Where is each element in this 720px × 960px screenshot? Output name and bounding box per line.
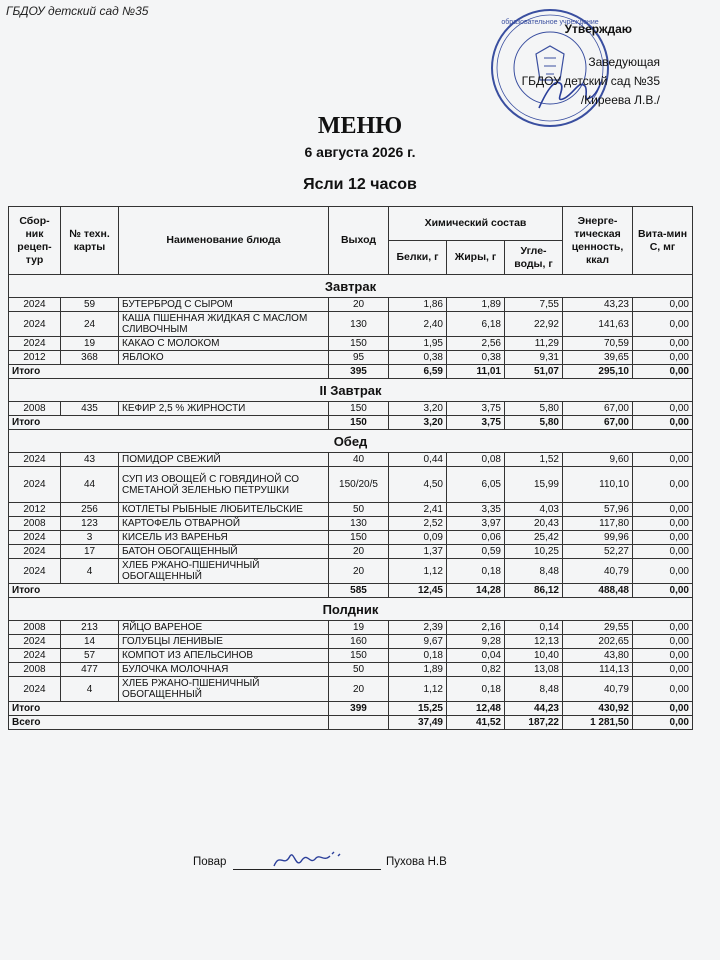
menu-cell: 20 <box>329 545 389 559</box>
menu-cell: СУП ИЗ ОВОЩЕЙ С ГОВЯДИНОЙ СО СМЕТАНОЙ ЗЕЛЕНЬЮ ПЕТРУШКИ <box>119 467 329 503</box>
menu-cell: 9,28 <box>447 635 505 649</box>
menu-cell: ХЛЕБ РЖАНО-ПШЕНИЧНЫЙ ОБОГАЩЕННЫЙ <box>119 677 329 702</box>
menu-cell: 6,05 <box>447 467 505 503</box>
menu-cell: 0,00 <box>633 621 693 635</box>
menu-cell: 0,00 <box>633 649 693 663</box>
menu-item-row <box>9 635 693 649</box>
grand-total-cell: 41,52 <box>447 716 505 730</box>
menu-cell: 52,27 <box>563 545 633 559</box>
menu-cell: 0,00 <box>633 312 693 337</box>
menu-cell: 0,18 <box>447 677 505 702</box>
menu-cell: 11,29 <box>505 337 563 351</box>
total-cell: 51,07 <box>505 365 563 379</box>
total-cell: 295,10 <box>563 365 633 379</box>
menu-cell: 114,13 <box>563 663 633 677</box>
menu-cell: 123 <box>61 517 119 531</box>
total-cell: 430,92 <box>563 702 633 716</box>
total-cell: 0,00 <box>633 584 693 598</box>
menu-cell: 2024 <box>9 545 61 559</box>
menu-cell: 0,82 <box>447 663 505 677</box>
menu-cell: 2,56 <box>447 337 505 351</box>
menu-cell: 24 <box>61 312 119 337</box>
menu-cell: 57 <box>61 649 119 663</box>
menu-cell: 4 <box>61 559 119 584</box>
menu-cell: 2,52 <box>389 517 447 531</box>
section-title: II Завтрак <box>9 379 693 402</box>
menu-cell: 0,08 <box>447 453 505 467</box>
menu-cell: 5,80 <box>505 402 563 416</box>
menu-cell: 1,12 <box>389 559 447 584</box>
menu-cell: КЕФИР 2,5 % ЖИРНОСТИ <box>119 402 329 416</box>
menu-cell: 10,40 <box>505 649 563 663</box>
total-cell: 399 <box>329 702 389 716</box>
menu-cell: 6,18 <box>447 312 505 337</box>
menu-cell: 0,38 <box>389 351 447 365</box>
menu-cell: 50 <box>329 503 389 517</box>
section-header-row <box>9 598 693 621</box>
total-label: Итого <box>9 365 329 379</box>
menu-cell: 2008 <box>9 663 61 677</box>
menu-cell: 3,20 <box>389 402 447 416</box>
menu-cell: КАКАО С МОЛОКОМ <box>119 337 329 351</box>
total-cell: 11,01 <box>447 365 505 379</box>
menu-cell: КОМПОТ ИЗ АПЕЛЬСИНОВ <box>119 649 329 663</box>
menu-cell: 4,50 <box>389 467 447 503</box>
menu-cell: 117,80 <box>563 517 633 531</box>
menu-cell: 1,37 <box>389 545 447 559</box>
header-output: Выход <box>329 207 389 275</box>
menu-cell: 3,97 <box>447 517 505 531</box>
cook-role: Повар <box>193 856 227 868</box>
menu-cell: 150 <box>329 337 389 351</box>
menu-cell: БУТЕРБРОД С СЫРОМ <box>119 298 329 312</box>
menu-cell: КАША ПШЕННАЯ ЖИДКАЯ С МАСЛОМ СЛИВОЧНЫМ <box>119 312 329 337</box>
menu-cell: 95 <box>329 351 389 365</box>
menu-cell: 59 <box>61 298 119 312</box>
section-total-row <box>9 584 693 598</box>
menu-cell: 1,89 <box>447 298 505 312</box>
menu-cell: 13,08 <box>505 663 563 677</box>
menu-cell: ХЛЕБ РЖАНО-ПШЕНИЧНЫЙ ОБОГАЩЕННЫЙ <box>119 559 329 584</box>
total-cell: 6,59 <box>389 365 447 379</box>
menu-cell: 1,89 <box>389 663 447 677</box>
menu-item-row <box>9 545 693 559</box>
menu-cell: 15,99 <box>505 467 563 503</box>
total-cell: 0,00 <box>633 702 693 716</box>
menu-cell: 20 <box>329 677 389 702</box>
menu-cell: 2024 <box>9 635 61 649</box>
menu-cell: 40,79 <box>563 559 633 584</box>
header-fat: Жиры, г <box>447 241 505 275</box>
menu-cell: 2024 <box>9 298 61 312</box>
header-carbs: Угле-воды, г <box>505 241 563 275</box>
total-cell: 86,12 <box>505 584 563 598</box>
menu-cell: 0,00 <box>633 453 693 467</box>
menu-table-body <box>9 275 693 730</box>
menu-cell: 2024 <box>9 467 61 503</box>
menu-cell: 0,38 <box>447 351 505 365</box>
grand-total-cell: 1 281,50 <box>563 716 633 730</box>
section-total-row <box>9 365 693 379</box>
menu-item-row <box>9 621 693 635</box>
menu-cell: 2024 <box>9 312 61 337</box>
menu-cell: 160 <box>329 635 389 649</box>
menu-cell: 2012 <box>9 351 61 365</box>
menu-cell: 50 <box>329 663 389 677</box>
menu-cell: 1,95 <box>389 337 447 351</box>
approval-person: /Киреева Л.В./ <box>580 93 660 107</box>
grand-total-cell: 187,22 <box>505 716 563 730</box>
menu-cell: 2012 <box>9 503 61 517</box>
total-cell: 12,45 <box>389 584 447 598</box>
section-header-row <box>9 379 693 402</box>
menu-item-row <box>9 337 693 351</box>
menu-cell: 9,67 <box>389 635 447 649</box>
menu-cell: ПОМИДОР СВЕЖИЙ <box>119 453 329 467</box>
menu-cell: 22,92 <box>505 312 563 337</box>
header-energy: Энерге-тическая ценность, ккал <box>563 207 633 275</box>
menu-cell: ЯЙЦО ВАРЕНОЕ <box>119 621 329 635</box>
total-cell: 15,25 <box>389 702 447 716</box>
menu-cell: 29,55 <box>563 621 633 635</box>
header-chem: Химический состав <box>389 207 563 241</box>
header-vitamin: Вита-мин С, мг <box>633 207 693 275</box>
menu-cell: 0,00 <box>633 677 693 702</box>
approval-block <box>522 20 660 110</box>
menu-cell: 17 <box>61 545 119 559</box>
grand-total-cell: 37,49 <box>389 716 447 730</box>
menu-cell: 2,16 <box>447 621 505 635</box>
menu-cell: 256 <box>61 503 119 517</box>
menu-cell: 0,00 <box>633 517 693 531</box>
menu-cell: 150 <box>329 531 389 545</box>
header-card: № техн. карты <box>61 207 119 275</box>
menu-item-row <box>9 559 693 584</box>
menu-item-row <box>9 351 693 365</box>
header-name: Наименование блюда <box>119 207 329 275</box>
section-header-row <box>9 275 693 298</box>
header-collection: Сбор-ник рецеп-тур <box>9 207 61 275</box>
menu-cell: 0,04 <box>447 649 505 663</box>
menu-cell: ЯБЛОКО <box>119 351 329 365</box>
menu-cell: 12,13 <box>505 635 563 649</box>
menu-cell: 130 <box>329 312 389 337</box>
menu-cell: 477 <box>61 663 119 677</box>
menu-cell: 0,14 <box>505 621 563 635</box>
menu-cell: 20 <box>329 298 389 312</box>
total-cell: 5,80 <box>505 416 563 430</box>
menu-cell: 2,41 <box>389 503 447 517</box>
menu-cell: 7,55 <box>505 298 563 312</box>
menu-cell: 130 <box>329 517 389 531</box>
menu-cell: 368 <box>61 351 119 365</box>
menu-cell: 43 <box>61 453 119 467</box>
section-total-row <box>9 416 693 430</box>
menu-cell: 2008 <box>9 517 61 531</box>
menu-cell: 0,00 <box>633 545 693 559</box>
menu-item-row <box>9 467 693 503</box>
menu-cell: 2008 <box>9 402 61 416</box>
menu-cell: 2024 <box>9 649 61 663</box>
grand-total-cell: 0,00 <box>633 716 693 730</box>
menu-cell: 19 <box>329 621 389 635</box>
menu-cell: 0,44 <box>389 453 447 467</box>
menu-cell: 8,48 <box>505 677 563 702</box>
total-cell: 150 <box>329 416 389 430</box>
menu-table <box>8 206 693 730</box>
menu-cell: 0,00 <box>633 635 693 649</box>
menu-cell: БАТОН ОБОГАЩЕННЫЙ <box>119 545 329 559</box>
menu-cell: 0,00 <box>633 503 693 517</box>
menu-cell: 3 <box>61 531 119 545</box>
organization-name: ГБДОУ детский сад №35 <box>6 4 149 18</box>
menu-item-row <box>9 402 693 416</box>
menu-cell: 1,86 <box>389 298 447 312</box>
menu-cell: 150 <box>329 402 389 416</box>
menu-cell: 4,03 <box>505 503 563 517</box>
menu-item-row <box>9 531 693 545</box>
menu-cell: КОТЛЕТЫ РЫБНЫЕ ЛЮБИТЕЛЬСКИЕ <box>119 503 329 517</box>
grand-total-label: Всего <box>9 716 329 730</box>
menu-item-row <box>9 677 693 702</box>
total-label: Итого <box>9 584 329 598</box>
menu-item-row <box>9 517 693 531</box>
menu-cell: 20,43 <box>505 517 563 531</box>
menu-cell: 4 <box>61 677 119 702</box>
total-label: Итого <box>9 416 329 430</box>
menu-cell: 150 <box>329 649 389 663</box>
menu-cell: КАРТОФЕЛЬ ОТВАРНОЙ <box>119 517 329 531</box>
document-title: МЕНЮ <box>317 113 403 139</box>
header-protein: Белки, г <box>389 241 447 275</box>
menu-cell: 0,00 <box>633 559 693 584</box>
total-cell: 585 <box>329 584 389 598</box>
section-total-row <box>9 702 693 716</box>
total-label: Итого <box>9 702 329 716</box>
menu-cell: 19 <box>61 337 119 351</box>
menu-cell: 9,60 <box>563 453 633 467</box>
menu-cell: 141,63 <box>563 312 633 337</box>
menu-date: 6 августа 2026 г. <box>304 144 416 160</box>
total-cell: 395 <box>329 365 389 379</box>
menu-cell: 0,00 <box>633 402 693 416</box>
menu-cell: 0,00 <box>633 531 693 545</box>
menu-cell: 2,40 <box>389 312 447 337</box>
section-title: Обед <box>9 430 693 453</box>
total-cell: 44,23 <box>505 702 563 716</box>
menu-cell: КИСЕЛЬ ИЗ ВАРЕНЬЯ <box>119 531 329 545</box>
menu-cell: БУЛОЧКА МОЛОЧНАЯ <box>119 663 329 677</box>
section-title: Завтрак <box>9 275 693 298</box>
menu-cell: 8,48 <box>505 559 563 584</box>
cook-signature <box>270 846 350 874</box>
approval-position: Заведующая <box>588 55 660 69</box>
total-cell: 3,20 <box>389 416 447 430</box>
menu-cell: 202,65 <box>563 635 633 649</box>
menu-cell: 2024 <box>9 559 61 584</box>
menu-cell: 0,00 <box>633 337 693 351</box>
menu-cell: 0,18 <box>389 649 447 663</box>
svg-text:образовательное учреждение: образовательное учреждение <box>501 19 599 26</box>
menu-item-row <box>9 649 693 663</box>
menu-cell: 2024 <box>9 337 61 351</box>
menu-cell: 67,00 <box>563 402 633 416</box>
menu-cell: 0,06 <box>447 531 505 545</box>
menu-cell: 99,96 <box>563 531 633 545</box>
menu-cell: 1,52 <box>505 453 563 467</box>
menu-item-row <box>9 453 693 467</box>
total-cell: 14,28 <box>447 584 505 598</box>
menu-cell: 0,00 <box>633 467 693 503</box>
menu-cell: 2024 <box>9 531 61 545</box>
menu-cell: 0,00 <box>633 663 693 677</box>
menu-cell: 0,00 <box>633 298 693 312</box>
menu-cell: 40,79 <box>563 677 633 702</box>
total-cell: 67,00 <box>563 416 633 430</box>
menu-cell: 70,59 <box>563 337 633 351</box>
menu-cell: 14 <box>61 635 119 649</box>
menu-cell: 39,65 <box>563 351 633 365</box>
menu-item-row <box>9 663 693 677</box>
menu-cell: 2024 <box>9 453 61 467</box>
menu-cell: 10,25 <box>505 545 563 559</box>
menu-cell: 3,75 <box>447 402 505 416</box>
total-cell: 0,00 <box>633 416 693 430</box>
menu-cell: 43,80 <box>563 649 633 663</box>
menu-cell: 2008 <box>9 621 61 635</box>
approval-label: Утверждаю <box>564 22 632 36</box>
grand-total-row <box>9 716 693 730</box>
menu-cell: 44 <box>61 467 119 503</box>
menu-cell: 1,12 <box>389 677 447 702</box>
menu-item-row <box>9 503 693 517</box>
menu-cell: 57,96 <box>563 503 633 517</box>
menu-cell: 0,09 <box>389 531 447 545</box>
section-title: Полдник <box>9 598 693 621</box>
menu-cell: ГОЛУБЦЫ ЛЕНИВЫЕ <box>119 635 329 649</box>
section-header-row <box>9 430 693 453</box>
menu-cell: 110,10 <box>563 467 633 503</box>
group-name: Ясли 12 часов <box>303 176 417 193</box>
menu-cell: 43,23 <box>563 298 633 312</box>
menu-cell: 435 <box>61 402 119 416</box>
menu-cell: 0,00 <box>633 351 693 365</box>
menu-cell: 25,42 <box>505 531 563 545</box>
menu-cell: 150/20/5 <box>329 467 389 503</box>
total-cell: 3,75 <box>447 416 505 430</box>
total-cell: 0,00 <box>633 365 693 379</box>
menu-cell: 0,18 <box>447 559 505 584</box>
menu-item-row <box>9 298 693 312</box>
menu-cell: 9,31 <box>505 351 563 365</box>
menu-item-row <box>9 312 693 337</box>
approval-org: ГБДОУ детский сад №35 <box>521 74 660 88</box>
total-cell: 12,48 <box>447 702 505 716</box>
menu-cell: 20 <box>329 559 389 584</box>
grand-total-cell <box>329 716 389 730</box>
menu-cell: 40 <box>329 453 389 467</box>
menu-cell: 213 <box>61 621 119 635</box>
total-cell: 488,48 <box>563 584 633 598</box>
menu-cell: 3,35 <box>447 503 505 517</box>
cook-name: Пухова Н.В <box>386 856 447 868</box>
menu-cell: 2024 <box>9 677 61 702</box>
menu-cell: 0,59 <box>447 545 505 559</box>
menu-cell: 2,39 <box>389 621 447 635</box>
